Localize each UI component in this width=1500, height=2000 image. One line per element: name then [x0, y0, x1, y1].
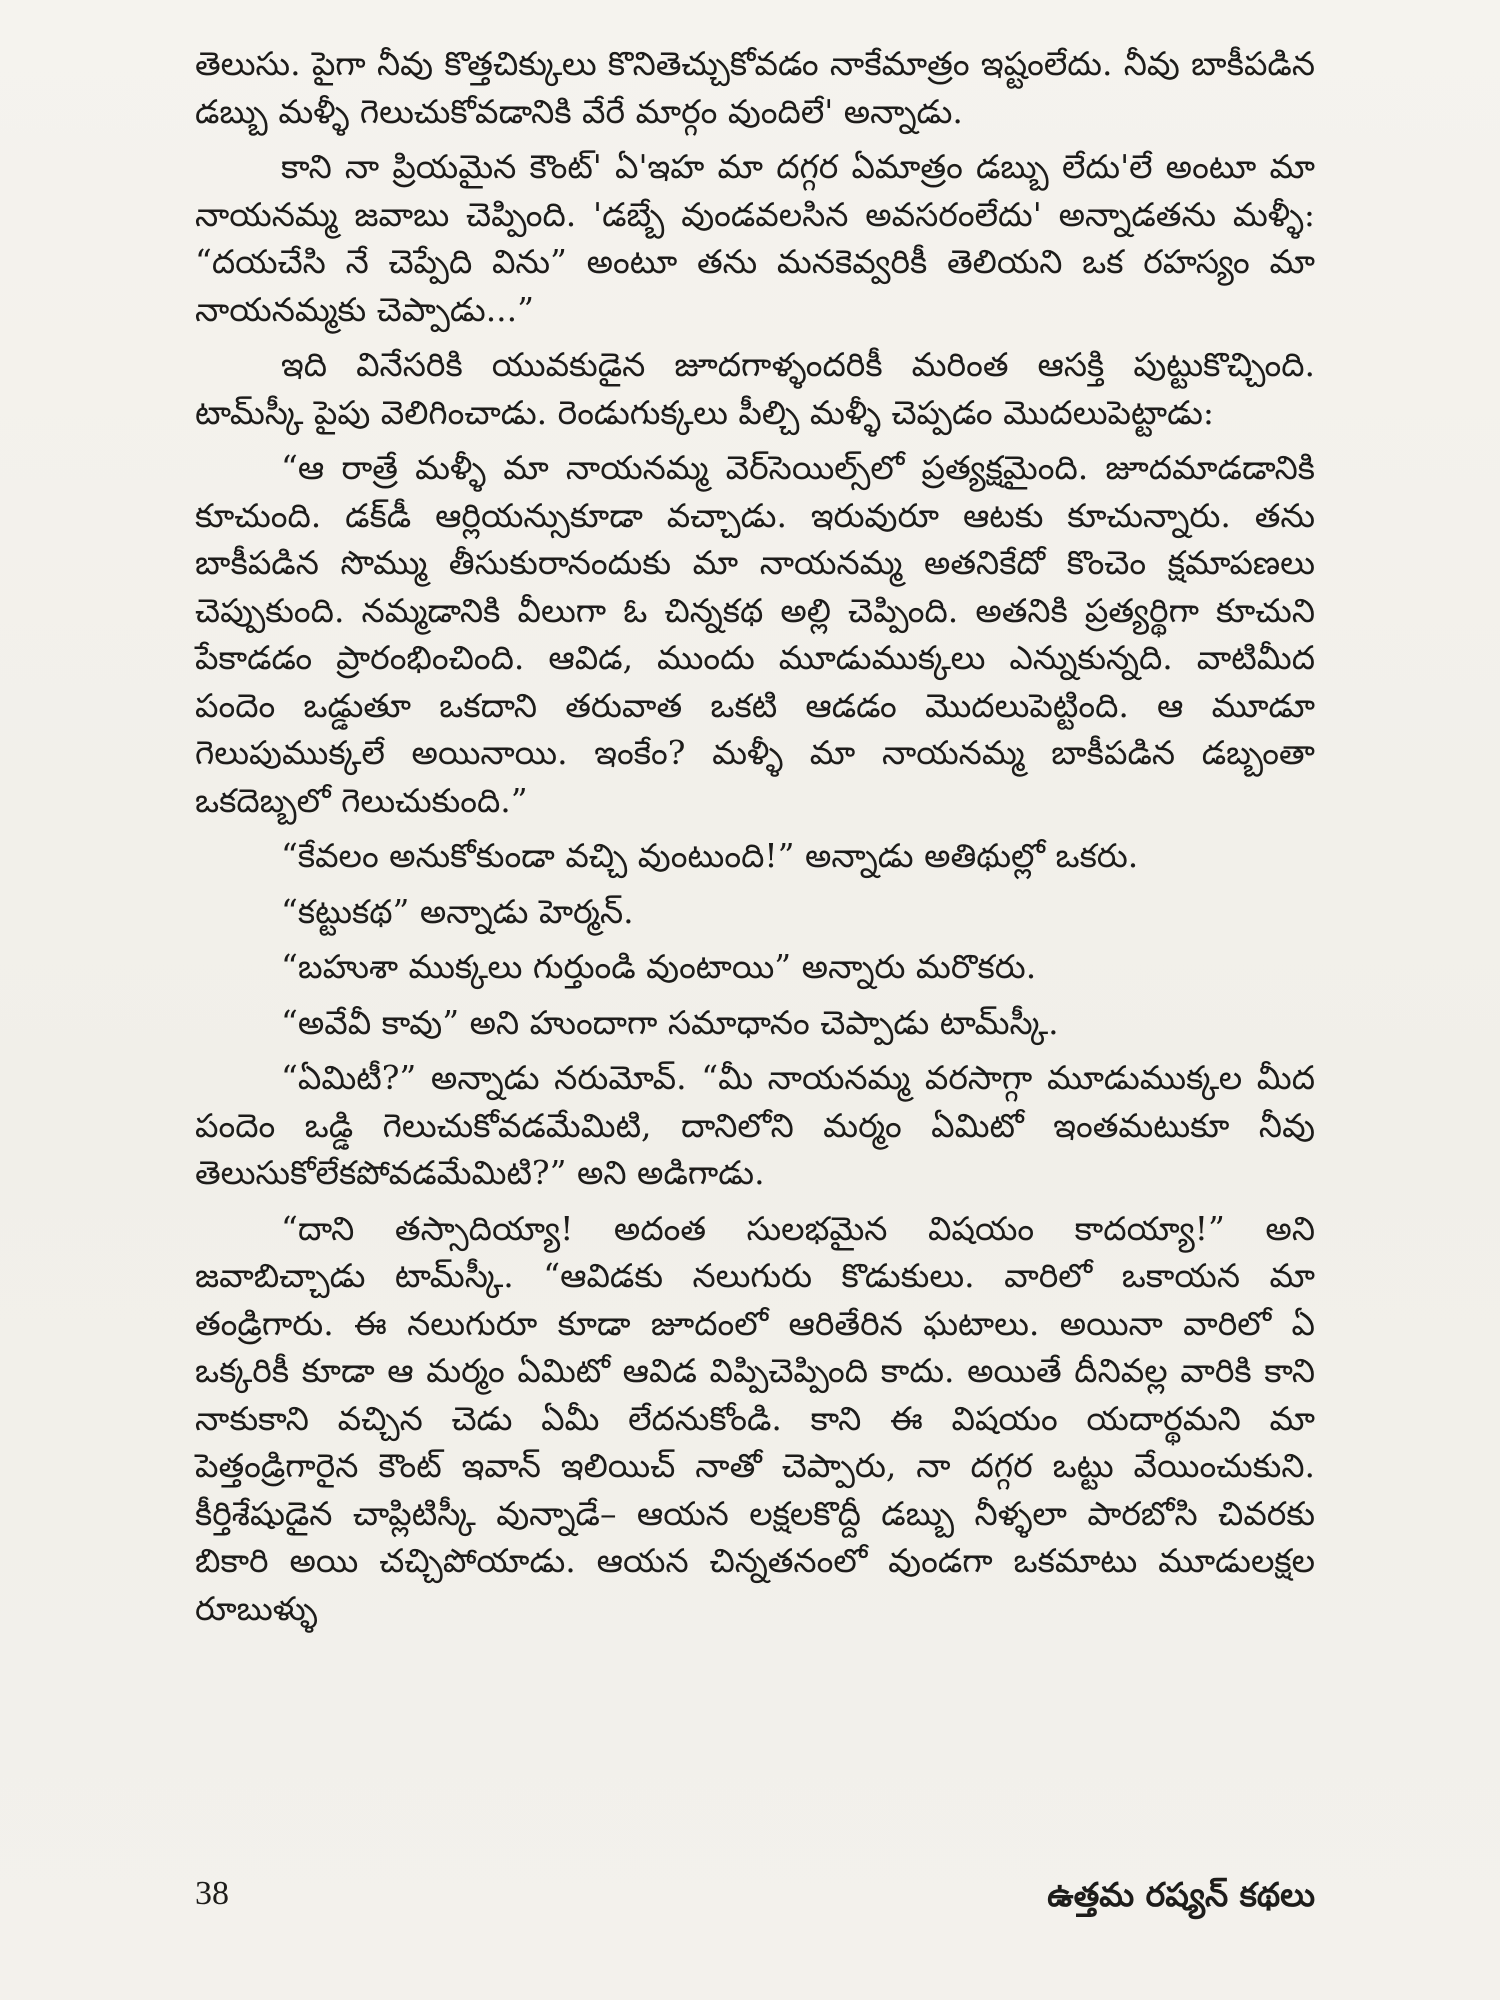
paragraph-1: తెలుసు. పైగా నీవు కొత్తచిక్కులు కొనితెచ్చుకోవడం నాకేమాత్రం ఇష్టంలేదు. నీవు బాకీపడిన డబ్బు మళ్ళీ గెలుచుకోవడానికి వేరే మార్గం వుందిలే' అన్నాడు.	[195, 44, 1315, 131]
paragraph-6: “కట్టుకథ” అన్నాడు హెర్మన్‌.	[281, 891, 634, 931]
paragraph-10: “దాని తస్సాదియ్యా! అదంత సులభమైన విషయం కాదయ్యా!” అని జవాబిచ్చాడు టామ్‌స్కీ. “ఆవిడకు నలుగురు కొడుకులు. వారిలో ఒకాయన మా తండ్రిగారు. ఈ నలుగురూ కూడా జూదంలో ఆరితేరిన ఘటాలు. అయినా వారిలో ఏ ఒక్కరికీ కూడా ఆ మర్మం ఏమిటో ఆవిడ విప్పిచెప్పింది కాదు. అయితే దీనివల్ల వారికి కాని నాకుకాని వచ్చిన చెడు ఏమీ లేదనుకోండి. కాని ఈ విషయం యదార్థమని మా పెత్తండ్రిగారైన కౌంట్‌ ఇవాన్‌ ఇలియిచ్‌ నాతో చెప్పారు, నా దగ్గర ఒట్టు వేయించుకుని. కీర్తిశేషుడైన చాప్లిటిస్కీ వున్నాడే– ఆయన లక్షలకొద్దీ డబ్బు నీళ్ళలా పారబోసి చివరకు బికారి అయి చచ్చిపోయాడు. ఆయన చిన్నతనంలో వుండగా ఒకమాటు మూడులక్షల రూబుళ్ళు	[195, 1208, 1315, 1628]
paragraph-2: కాని నా ప్రియమైన కౌంట్‌' ఏ'ఇహ మా దగ్గర ఏమాత్రం డబ్బు లేదు'లే అంటూ మా నాయనమ్మ జవాబు చెప్పింది. 'డబ్బే వుండవలసిన అవసరంలేదు' అన్నాడతను మళ్ళీ: “దయచేసి నే చెప్పేది విను” అంటూ తను మనకెవ్వరికీ తెలియని ఒక రహస్యం మా నాయనమ్మకు చెప్పాడు...”	[195, 147, 1315, 329]
paragraph-5: “కేవలం అనుకోకుండా వచ్చి వుంటుంది!” అన్నాడు అతిథుల్లో ఒకరు.	[281, 836, 1139, 875]
paragraph-4: “ఆ రాత్రే మళ్ళీ మా నాయనమ్మ వెర్‌సెయిల్స్‌లో ప్రత్యక్షమైంది. జూదమాడడానికి కూచుంది. డక్‌డీ ఆర్లియన్సుకూడా వచ్చాడు. ఇరువురూ ఆటకు కూచున్నారు. తను బాకీపడిన సొమ్ము తీసుకురానందుకు మా నాయనమ్మ అతనికేదో కొంచెం క్షమాపణలు చెప్పుకుంది. నమ్మడానికి వీలుగా ఓ చిన్నకథ అల్లి చెప్పింది. అతనికి ప్రత్యర్థిగా కూచుని పేకాడడం ప్రారంభించింది. ఆవిడ, ముందు మూడుముక్కలు ఎన్నుకున్నది. వాటిమీద పందెం ఒడ్డుతూ ఒకదాని తరువాత ఒకటి ఆడడం మొదలుపెట్టింది. ఆ మూడూ గెలుపుముక్కలే అయినాయి. ఇంకేం? మళ్ళీ మా నాయనమ్మ బాకీపడిన డబ్బంతా ఒకదెబ్బలో గెలుచుకుంది.”	[195, 448, 1315, 820]
paragraph-9: “ఏమిటీ?” అన్నాడు నరుమోవ్‌. “మీ నాయనమ్మ వరసాగ్గా మూడుముక్కల మీద పందెం ఒడ్డి గెలుచుకోవడమేమిటి, దానిలోని మర్మం ఏమిటో ఇంతమటుకూ నీవు తెలుసుకోలేకపోవడమేమిటి?” అని అడిగాడు.	[195, 1058, 1315, 1192]
page-body-text	[195, 40, 1315, 1640]
book-title: ఉత్తమ రష్యన్‌ కథలు	[1047, 1875, 1315, 1914]
paragraph-8: “అవేవీ కావు” అని హుందాగా సమాధానం చెప్పాడు టామ్‌స్కీ.	[281, 1002, 1059, 1042]
page-footer	[195, 1875, 1315, 1931]
paragraph-7: “బహుశా ముక్కలు గుర్తుండి వుంటాయి” అన్నారు మరొకరు.	[281, 947, 1037, 986]
page-number: 38	[195, 1875, 229, 1912]
paragraph-3: ఇది వినేసరికి యువకుడైన జూదగాళ్ళందరికీ మరింత ఆసక్తి పుట్టుకొచ్చింది. టామ్‌స్కీ పైపు వెలిగించాడు. రెండుగుక్కలు పీల్చి మళ్ళీ చెప్పడం మొదలుపెట్టాడు:	[195, 345, 1315, 432]
